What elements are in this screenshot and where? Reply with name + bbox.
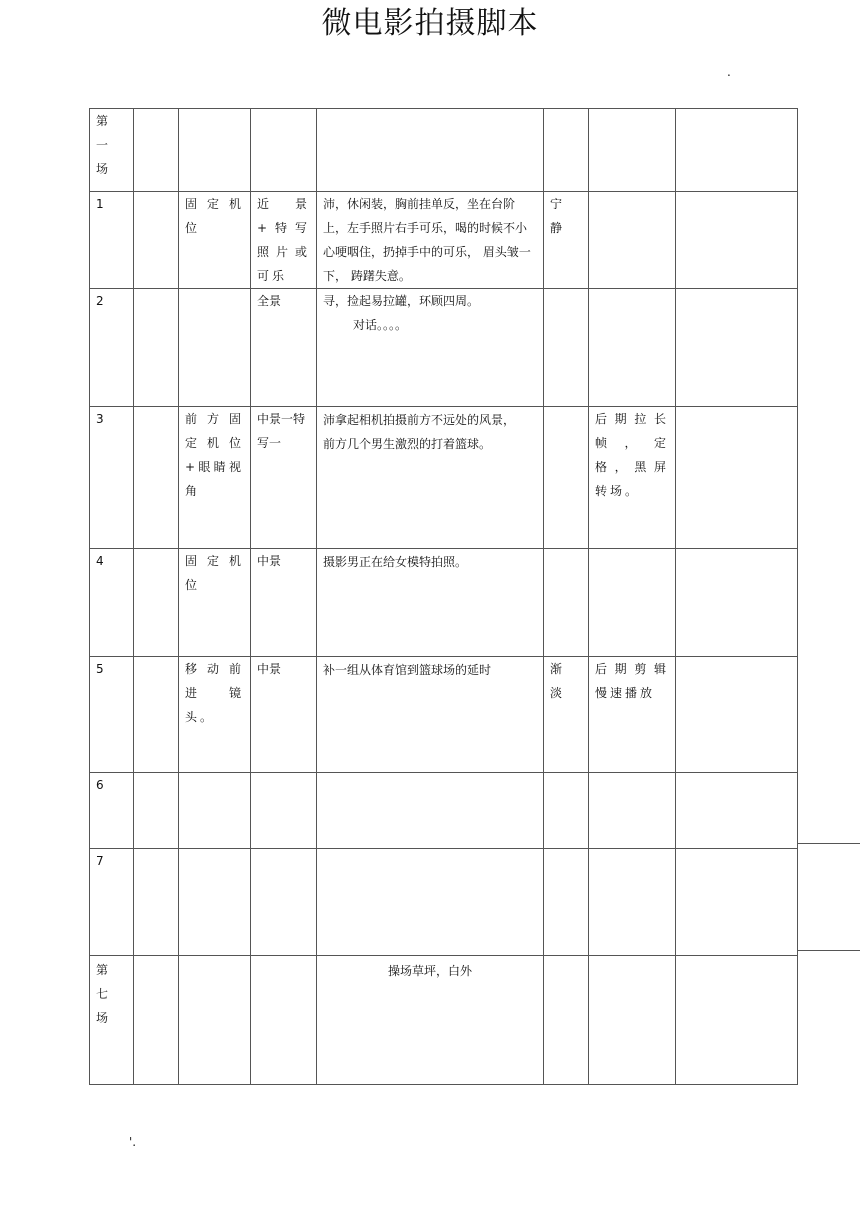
sound-cell: [544, 289, 589, 407]
table-row: [90, 109, 798, 192]
shot-number: 1: [90, 192, 134, 289]
dialogue-text: 对话。。。。: [353, 318, 408, 332]
shot-cell: 近景+特写照片或可乐: [251, 192, 317, 289]
sound-cell: [544, 956, 589, 1085]
camera-cell: [179, 849, 251, 956]
note-cell: 后期剪辑慢速播放: [589, 657, 676, 773]
table-rule-extension: [797, 950, 860, 951]
table-cell: [676, 407, 798, 549]
table-row: [90, 657, 798, 773]
content-cell: [317, 289, 544, 407]
sound-cell: [544, 407, 589, 549]
shot-cell: [251, 773, 317, 849]
content-cell: 操场草坪，白外: [317, 956, 544, 1085]
table-row: [90, 549, 798, 657]
table-cell: [134, 192, 179, 289]
table-cell: [134, 849, 179, 956]
shot-number: 7: [90, 849, 134, 956]
table-cell: [134, 956, 179, 1085]
content-cell: [317, 773, 544, 849]
table-cell: [134, 407, 179, 549]
sound-cell: [544, 849, 589, 956]
table-cell: [676, 657, 798, 773]
sound-cell: [544, 773, 589, 849]
stray-mark-top: .: [727, 65, 731, 79]
table-cell: [134, 773, 179, 849]
shot-number: 2: [90, 289, 134, 407]
content-cell: 补一组从体育馆到篮球场的延时: [317, 657, 544, 773]
shot-cell: [251, 849, 317, 956]
table-rule-extension: [797, 843, 860, 844]
table-cell: [676, 549, 798, 657]
sound-cell: [544, 109, 589, 192]
shot-number: 3: [90, 407, 134, 549]
content-cell: [317, 109, 544, 192]
table-cell: [676, 192, 798, 289]
table-row: [90, 289, 798, 407]
table-cell: [134, 549, 179, 657]
camera-cell: [179, 773, 251, 849]
note-cell: [589, 289, 676, 407]
table-cell: [676, 289, 798, 407]
content-cell: 沛，休闲装，胸前挂单反，坐在台阶上，左手照片右手可乐，喝的时候不小心哽咽住，扔掉手中的可乐， 眉头皱一下， 踌躇失意。: [317, 192, 544, 289]
shot-number: 4: [90, 549, 134, 657]
table-row: [90, 773, 798, 849]
stray-mark-bottom: '.: [129, 1135, 137, 1149]
content-cell: 沛拿起相机拍摄前方不远处的风景，前方几个男生激烈的打着篮球。: [317, 407, 544, 549]
content-cell: [317, 849, 544, 956]
shot-cell: 中景: [251, 549, 317, 657]
note-cell: [589, 549, 676, 657]
camera-cell: 前方固定机位 +眼睛视角: [179, 407, 251, 549]
shooting-script-table: [89, 108, 798, 1085]
note-cell: [589, 109, 676, 192]
sound-cell: [544, 549, 589, 657]
camera-cell: [179, 956, 251, 1085]
content-text: 寻，捡起易拉罐，环顾四周。: [323, 294, 480, 308]
scene-number: 第七场: [90, 956, 134, 1085]
scene-number: 第一场: [90, 109, 134, 192]
camera-cell: [179, 109, 251, 192]
note-cell: [589, 192, 676, 289]
table-cell: [134, 109, 179, 192]
shot-cell: 中景一特写一: [251, 407, 317, 549]
camera-cell: 固定机位: [179, 549, 251, 657]
shot-cell: 全景: [251, 289, 317, 407]
note-cell: 后期拉长帧，定格，黑屏转场。: [589, 407, 676, 549]
camera-cell: 移动前进镜头。: [179, 657, 251, 773]
table-row: [90, 192, 798, 289]
table-cell: [676, 773, 798, 849]
table-row: [90, 956, 798, 1085]
table-row: [90, 849, 798, 956]
note-cell: [589, 849, 676, 956]
shot-cell: 中景: [251, 657, 317, 773]
sound-cell: 宁静: [544, 192, 589, 289]
sound-cell: 渐淡: [544, 657, 589, 773]
note-cell: [589, 773, 676, 849]
shot-cell: [251, 956, 317, 1085]
shot-number: 6: [90, 773, 134, 849]
document-title: 微电影拍摄脚本: [321, 6, 539, 41]
camera-cell: 固定机位: [179, 192, 251, 289]
content-cell: 摄影男正在给女模特拍照。: [317, 549, 544, 657]
shot-cell: [251, 109, 317, 192]
table-cell: [134, 657, 179, 773]
camera-cell: [179, 289, 251, 407]
shot-number: 5: [90, 657, 134, 773]
table-cell: [134, 289, 179, 407]
table-cell: [676, 109, 798, 192]
table-cell: [676, 956, 798, 1085]
table-row: [90, 407, 798, 549]
table-cell: [676, 849, 798, 956]
note-cell: [589, 956, 676, 1085]
